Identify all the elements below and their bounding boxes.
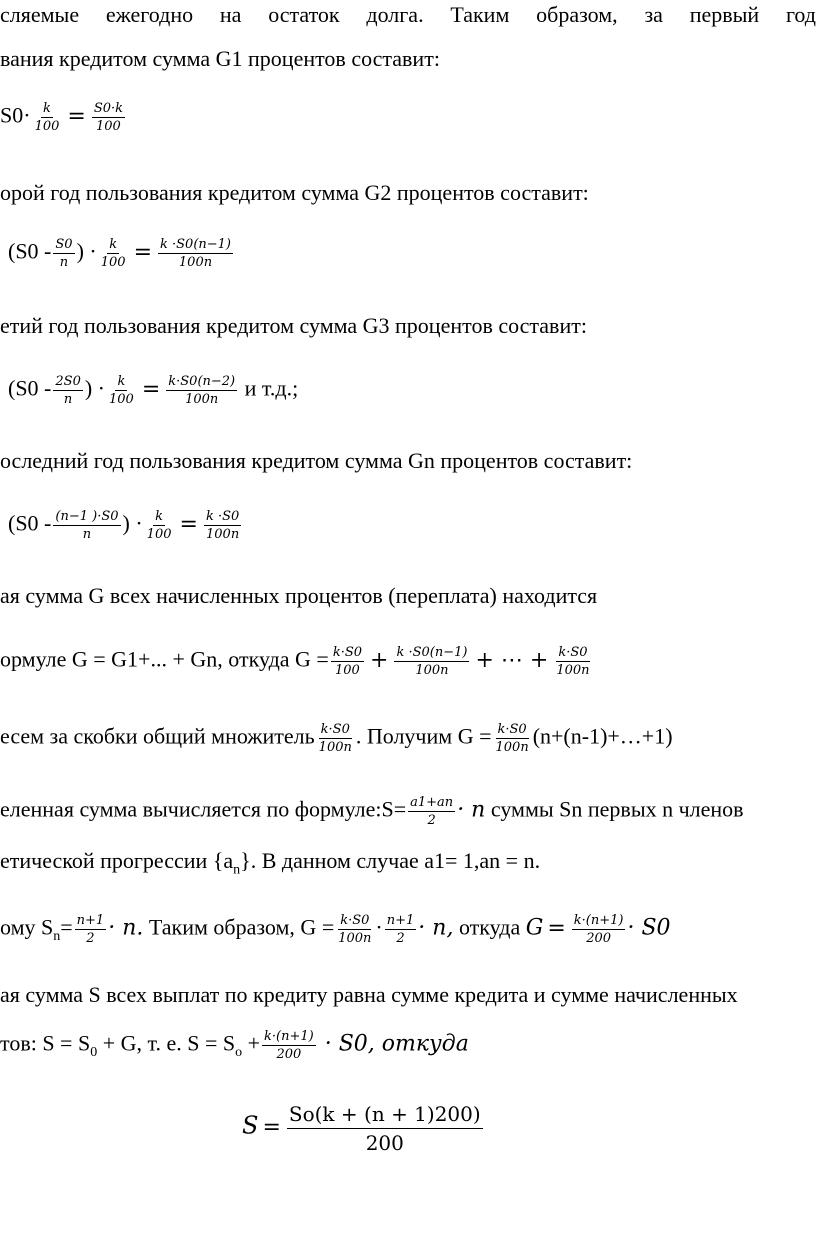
para-line-9: еленная сумма вычисляется по формуле:S= $\frac{a1+an}{2}$ · n суммы Sn первых n членов bbox=[0, 795, 744, 828]
formula-final: S = $\frac{So(k + (n + 1)200)}{200}$ bbox=[242, 1102, 481, 1155]
para-line-7: ормуле G = G1+... + Gn, откуда G = $\frac{k\cdot S0}{100}$ + $\frac{k \cdot S0(n-1)}{100n}$ + ⋯ + $\frac{k\cdot S0}{100n}$ bbox=[0, 645, 590, 678]
para-line-12: ая сумма S всех выплат по кредиту равна сумме кредита и сумме начисленных bbox=[0, 982, 738, 1007]
para-line-4: етий год пользования кредитом сумма G3 процентов составит: bbox=[0, 313, 587, 338]
para-line-13: тов: $S = S_0 + G$, т. е. $S = S_o$ + $\frac{k\cdot(n+1)}{200}$ · S0, откуда bbox=[0, 1029, 469, 1062]
f2-frac-a: $\frac{S0}{n}$ bbox=[55, 237, 73, 270]
para-line-8: есем за скобки общий множитель $\frac{k\cdot S0}{100n}$ . Получим G = $\frac{k\cdot S0}{100n}$ (n+(n-1)+…+1) bbox=[0, 722, 673, 755]
para-line-3: орой год пользования кредитом сумма G2 процентов составит: bbox=[0, 180, 589, 205]
para-line-5: оследний год пользования кредитом сумма Gn процентов составит: bbox=[0, 448, 633, 473]
para-line-6: ая сумма G всех начисленных процентов (переплата) находится bbox=[0, 583, 598, 608]
formula-gn: (S0 - $\frac{(n-1 )\cdot S0}{n}$ ) · $\frac{k}{100}$ = $\frac{k \cdot S0}{100n}$ bbox=[8, 509, 240, 542]
para-line-2: вания кредитом сумма G1 процентов составит: bbox=[0, 46, 440, 71]
formula-g3: (S0 - $\frac{2S0}{n}$ ) · $\frac{k}{100}$ = $\frac{k\cdot S0(n-2)}{100n}$ и т.д.; bbox=[8, 374, 299, 407]
formula-g2: (S0 - $\frac{S0}{n}$ ) · $\frac{k}{100}$ = $\frac{k \cdot S0(n-1)}{100n}$ bbox=[8, 237, 231, 270]
f1-pre: S0· bbox=[0, 102, 31, 128]
para-line-10: етической прогрессии $\{a_n\}$. В данном случае a1= 1,an = n. bbox=[0, 848, 541, 878]
f1-frac-a: $\frac{k}{100}$ bbox=[34, 101, 60, 134]
f1-frac-b: $\frac{S0\cdot k}{100}$ bbox=[93, 101, 124, 134]
para-line-11: ому $S_n=$ $\frac{n+1}{2}$ · n. Таким образом, G = $\frac{k\cdot S0}{100n}$ · $\frac{n+1}{2}$ · n, откуда G = $\frac{k\cdot(n+1)}{200}$ · S0 bbox=[0, 913, 671, 946]
formula-g1: S0· $\frac{k}{100}$ = $\frac{S0\cdot k}{100}$ bbox=[0, 101, 124, 134]
para-line-1: сляемые ежегодно на остаток долга. Таким образом, за первый год bbox=[0, 2, 816, 27]
